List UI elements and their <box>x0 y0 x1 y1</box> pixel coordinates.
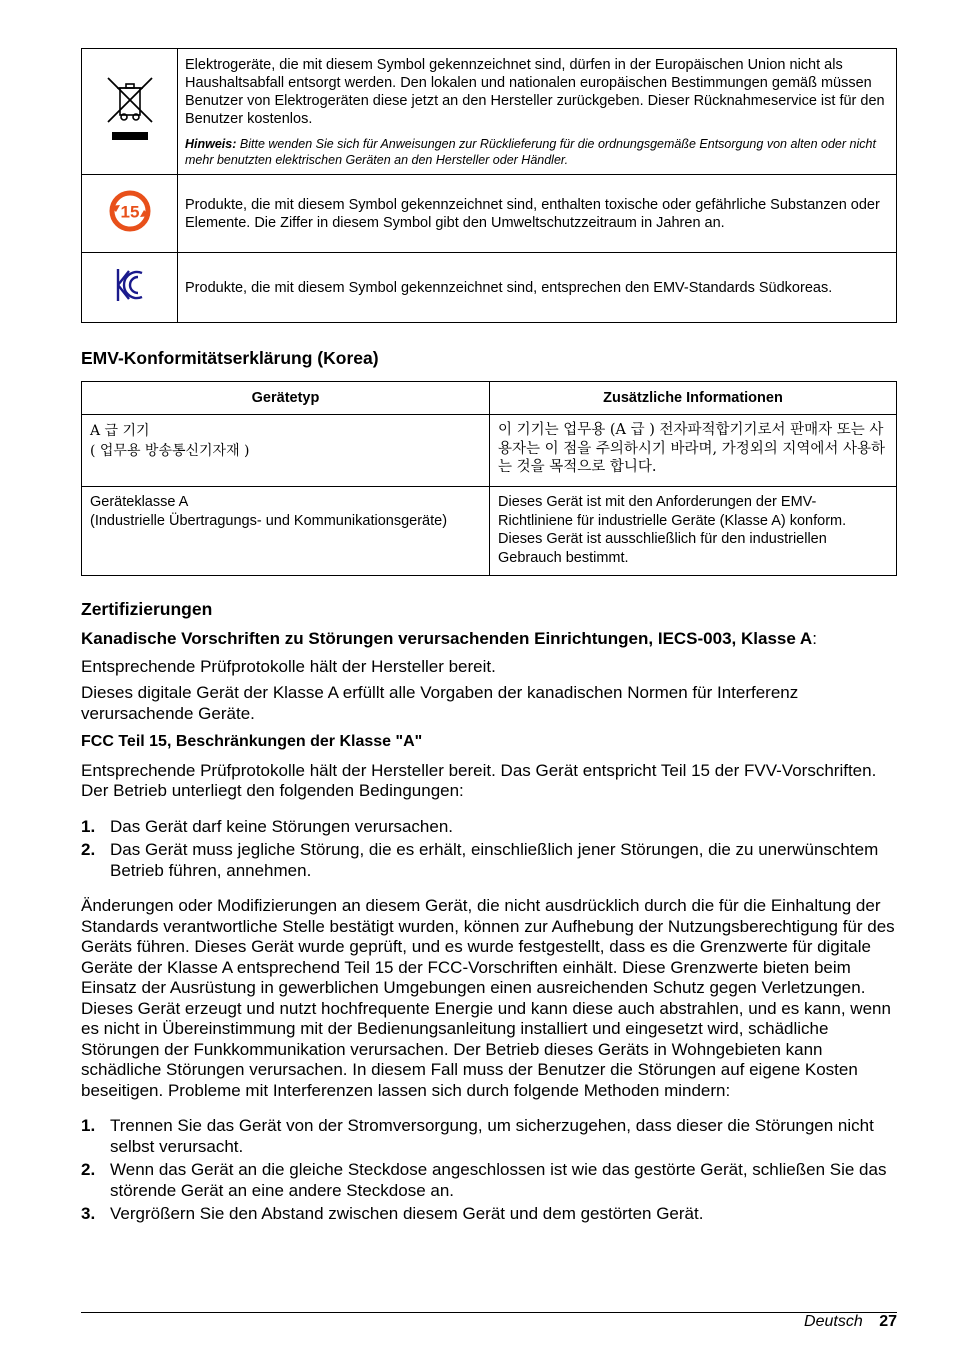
emv-row-korean <box>82 415 897 487</box>
fcc-paragraph-1: Entsprechende Prüfprotokolle hält der Hersteller bereit. Das Gerät entspricht Teil 15 der FVV-Vorschriften. Der Betrieb unterliegt den folgenden Bedingungen: <box>81 760 877 800</box>
weee-note-text: Bitte wenden Sie sich für Anweisungen zur Rücklieferung für die ordnungsgemäße Entsorgung von alten oder nicht mehr benutzten elektrischen Geräten an den Hersteller oder Händler. <box>185 136 876 167</box>
weee-note-label: Hinweis: <box>185 136 237 151</box>
footer-page-number: 27 <box>879 1313 897 1330</box>
emv-header-row <box>82 382 897 415</box>
conditions-list <box>81 817 897 882</box>
emv-german-device-line2: (Industrielle Übertragungs- und Kommunikationsgeräte) <box>90 512 448 529</box>
emv-korean-info: 이 기기는 업무용 (A 급 ) 전자파적합기기로서 판매자 또는 사용자는 이 점을 주의하시기 바라며, 가정외의 지역에서 사용하는 것을 목적으로 합니다. <box>490 415 897 487</box>
weee-text: Elektrogeräte, die mit diesem Symbol gekennzeichnet sind, dürfen in der Europäischen Union nicht als Haushaltsabfall entsorgt werden. Den lokalen und nationalen europäischen Bestimmungen gemäß müssen Benutzer von Elektrogeräten diese jetzt an den Hersteller zurückgeben. Dieser Rücknahmeservice ist für den Benutzer kostenlos. <box>185 56 885 127</box>
epup-icon-cell <box>82 175 178 253</box>
list-item-number: 1. <box>81 1116 96 1135</box>
list-item-text: Vergrößern Sie den Abstand zwischen diesem Gerät und dem gestörten Gerät. <box>110 1204 704 1223</box>
emv-german-info: Dieses Gerät ist mit den Anforderungen der EMV-Richtliniene für industrielle Geräte (Klasse A) konform. Dieses Gerät ist ausschließlich für den industriellen Gebrauch bestimmt. <box>490 487 897 576</box>
emv-row-german <box>82 487 897 576</box>
kc-mark-icon <box>114 266 146 304</box>
emv-german-device-line1: Geräteklasse A <box>90 494 189 510</box>
footer-divider <box>81 1312 897 1313</box>
epup-number: 15 <box>120 202 139 222</box>
list-item-text: Das Gerät darf keine Störungen verursachen. <box>110 816 454 836</box>
list-item-number: 2. <box>81 840 96 859</box>
emv-korean-device-line2: ( 업무용 방송통신기자재 ) <box>90 443 250 459</box>
emv-heading: EMV-Konformitätserklärung (Korea) <box>81 348 379 368</box>
weee-description <box>178 49 897 175</box>
kc-description: Produkte, die mit diesem Symbol gekennzeichnet sind, entsprechen den EMV-Standards Südkoreas. <box>178 253 897 323</box>
list-item <box>81 1116 897 1157</box>
emv-korean-device-line1: A 급 기기 <box>90 423 150 439</box>
emv-korean-device-cell <box>82 415 490 487</box>
list-item-number: 3. <box>81 1204 96 1223</box>
canada-paragraph-1: Entsprechende Prüfprotokolle hält der Hersteller bereit. <box>81 656 496 676</box>
fcc-heading: FCC Teil 15, Beschränkungen der Klasse "A" <box>81 733 423 750</box>
emv-col-header-info: Zusätzliche Informationen <box>490 382 897 415</box>
list-item-number: 1. <box>81 816 96 836</box>
weee-note <box>185 136 888 168</box>
kc-icon-cell <box>82 253 178 323</box>
fcc-paragraph-2: Änderungen oder Modifizierungen an diesem Gerät, die nicht ausdrücklich durch die für die Einhaltung der Standards verantwortliche Stelle bestätigt wurden, können zur Aufhebung der Nutzungsberechtigung für des Geräts führen. Dieses Gerät wurde geprüft, und es wurde festgestellt, dass es die Grenzwerte für digitale Geräte der Klasse A entsprechend Teil 15 der FCC-Vorschriften einhält. Diese Grenzwerte bieten beim Einsatz der Ausrüstung in gewerblichen Umgebungen einen ausreichenden Schutz gegen Verletzungen. Dieses Gerät erzeugt und nutzt hochfrequente Energie und kann diese auch abstrahlen, und es kann, wenn es nicht in Übereinstimmung mit der Bedienungsanleitung installiert und eingesetzt wird, schädliche Störungen der Funkkommunikation verursachen. Der Betrieb dieses Geräts in Wohngebieten kann schädliche Störungen verursachen. In diesem Fall muss der Benutzer die Störungen auf eigene Kosten beseitigen. Probleme mit Interferenzen lassen sich durch folgende Methoden mindern: <box>81 896 895 1100</box>
list-item <box>81 817 897 838</box>
canada-heading-text: Kanadische Vorschriften zu Störungen verursachenden Einrichtungen, IECS-003, Klasse A <box>81 629 813 648</box>
weee-icon-cell <box>82 49 178 175</box>
footer-language: Deutsch <box>804 1313 863 1330</box>
emv-german-device-cell <box>82 487 490 576</box>
list-item <box>81 1160 897 1201</box>
symbol-table <box>81 48 897 323</box>
canada-heading-colon: : <box>812 629 817 648</box>
list-item-text: Trennen Sie das Gerät von der Stromversorgung, um sicherzugehen, dass dieser die Störungen nicht selbst verursacht. <box>110 1116 874 1156</box>
symbol-row-weee <box>82 49 897 175</box>
environment-protection-period-icon <box>107 188 153 234</box>
list-item <box>81 1204 897 1225</box>
emv-col-header-device-type: Gerätetyp <box>82 382 490 415</box>
list-item <box>81 840 897 881</box>
symbol-row-kc <box>82 253 897 323</box>
certifications-heading: Zertifizierungen <box>81 599 213 619</box>
measures-list <box>81 1116 897 1225</box>
epup-description: Produkte, die mit diesem Symbol gekennzeichnet sind, enthalten toxische oder gefährliche Substanzen oder Elemente. Die Ziffer in diesem Symbol gibt den Umweltschutzzeitraum in Jahren an. <box>178 175 897 253</box>
emv-table <box>81 381 897 576</box>
symbol-row-epup <box>82 175 897 253</box>
list-item-text: Das Gerät muss jegliche Störung, die es erhält, einschließlich jener Störungen, die zu unerwünschtem Betrieb führen, annehmen. <box>110 840 879 880</box>
list-item-number: 2. <box>81 1160 96 1179</box>
canada-heading <box>81 629 897 650</box>
footer <box>804 1312 897 1332</box>
crossed-out-bin-icon <box>105 76 155 142</box>
canada-paragraph-2: Dieses digitale Gerät der Klasse A erfüllt alle Vorgaben der kanadischen Normen für Interferenz verursachende Geräte. <box>81 683 799 723</box>
certifications-section <box>81 599 897 1228</box>
list-item-text: Wenn das Gerät an die gleiche Steckdose angeschlossen ist wie das gestörte Gerät, schließen Sie das störende Gerät an eine andere Steckdose an. <box>110 1160 887 1200</box>
